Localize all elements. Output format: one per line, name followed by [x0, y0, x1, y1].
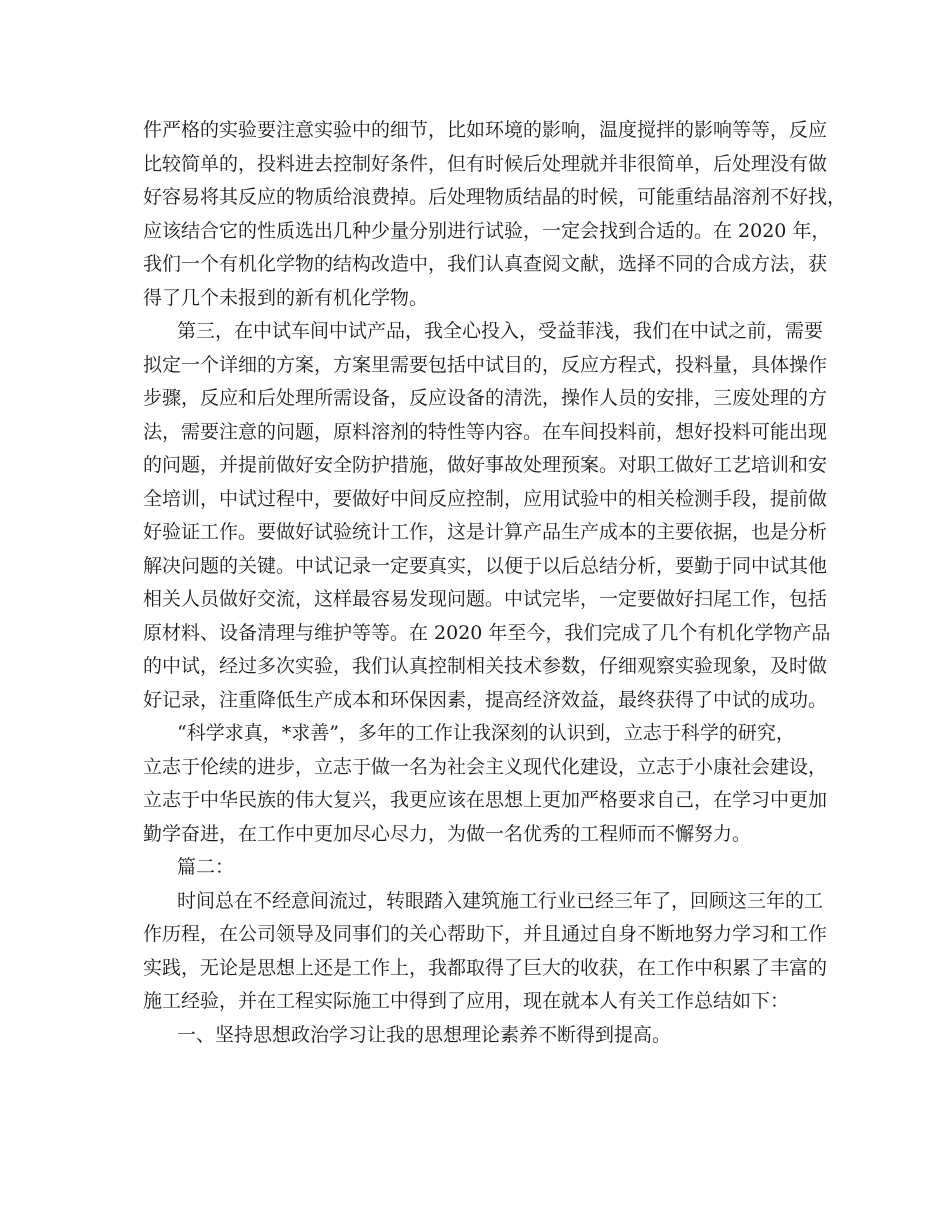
text-line: 一、坚持思想政治学习让我的思想理论素养不断得到提高。 [177, 1023, 672, 1046]
text-line: 相关人员做好交流，这样最容易发现问题。中试完毕，一定要做好扫尾工作，包括 [143, 588, 828, 610]
text-line: 我们一个有机化学物的结构改造中，我们认真查阅文献，选择不同的合成方法，获 [143, 253, 828, 275]
text-line: 的中试，经过多次实验，我们认真控制相关技术参数，仔细观察实验现象，及时做 [143, 655, 828, 677]
text-line: 勤学奋进，在工作中更加尽心尽力，为做一名优秀的工程师而不懈努力。 [143, 822, 752, 845]
text-line: 好容易将其反应的物质给浪费掉。后处理物质结晶的时候，可能重结晶溶剂不好找， [143, 186, 847, 208]
paragraph [143, 315, 831, 717]
text-line: 篇二： [177, 856, 235, 878]
text-line: 立志于中华民族的伟大复兴，我更应该在思想上更加严格要求自己，在学习中更加 [143, 789, 828, 811]
document-body [143, 114, 847, 1052]
text-line: 全培训，中试过程中，要做好中间反应控制，应用试验中的相关检测手段，提前做 [143, 487, 828, 510]
text-line: 比较简单的，投料进去控制好条件，但有时候后处理就并非很简单，后处理没有做 [143, 152, 828, 175]
text-line: 第三，在中试车间中试产品，我全心投入，受益菲浅，我们在中试之前，需要 [177, 320, 824, 342]
text-line: 拟定一个详细的方案，方案里需要包括中试目的，反应方程式，投料量，具体操作 [143, 353, 828, 376]
paragraph [143, 885, 828, 1019]
text-line: 作历程，在公司领导及同事们的关心帮助下，并且通过自身不断地努力学习和工作 [143, 923, 828, 945]
text-line: 立志于伦续的进步，立志于做一名为社会主义现代化建设，立志于小康社会建设， [143, 755, 828, 778]
text-line: 得了几个未报到的新有机化学物。 [143, 286, 429, 309]
text-line: 好记录，注重降低生产成本和环保因素，提高经济效益，最终获得了中试的成功。 [143, 688, 828, 711]
text-line: 应该结合它的性质选出几种少量分别进行试验，一定会找到合适的。在 2020 年， [143, 219, 831, 242]
text-line: 施工经验，并在工程实际施工中得到了应用，现在就本人有关工作总结如下： [143, 990, 790, 1012]
text-line: 步骤，反应和后处理所需设备，反应设备的清洗，操作人员的安排，三废处理的方 [143, 387, 828, 409]
text-line: 原材料、设备清理与维护等等。在 2020 年至今，我们完成了几个有机化学物产品 [143, 621, 831, 644]
text-line: 好验证工作。要做好试验统计工作，这是计算产品生产成本的主要依据，也是分析 [143, 521, 828, 543]
text-line: 实践，无论是思想上还是工作上，我都取得了巨大的收获，在工作中积累了丰富的 [143, 956, 828, 979]
paragraph [143, 717, 828, 851]
paragraph [143, 114, 847, 315]
text-line: 解决问题的关键。中试记录一定要真实，以便于以后总结分析，要勤于同中试其他 [143, 554, 828, 577]
text-line: 的问题，并提前做好安全防护措施，做好事故处理预案。对职工做好工艺培训和安 [143, 454, 828, 476]
text-line: 法，需要注意的问题，原料溶剂的特性等内容。在车间投料前，想好投料可能出现 [143, 420, 828, 443]
section-heading [143, 851, 823, 885]
text-line: “科学求真，*求善”，多年的工作让我深刻的认识到，立志于科学的研究， [177, 722, 795, 744]
text-line: 时间总在不经意间流过，转眼踏入建筑施工行业已经三年了，回顾这三年的工 [177, 889, 824, 912]
text-line: 件严格的实验要注意实验中的细节，比如环境的影响，温度搅拌的影响等等，反应 [143, 119, 828, 141]
paragraph [143, 1019, 823, 1053]
